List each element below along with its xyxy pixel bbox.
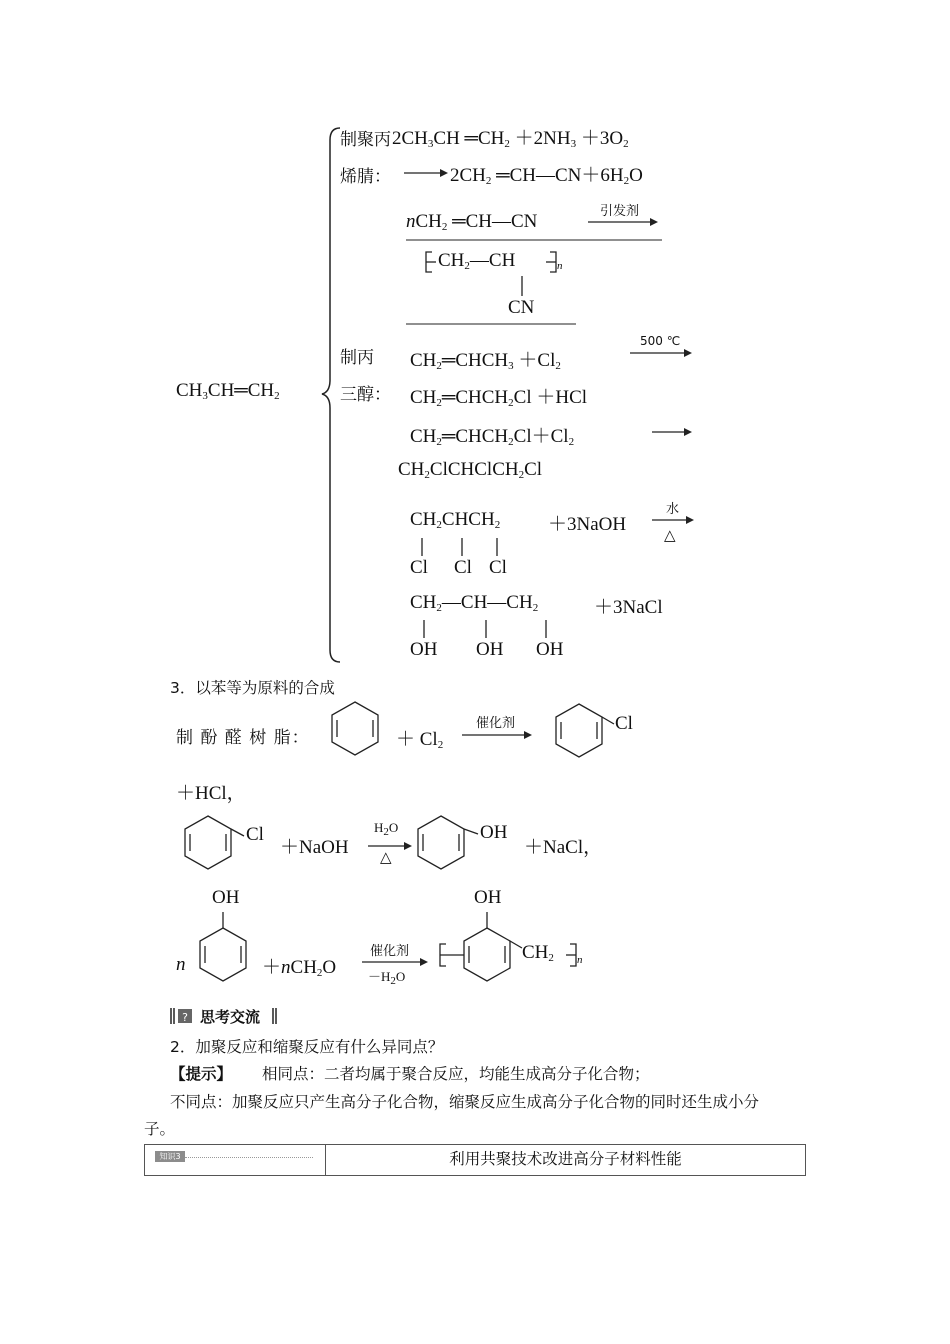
oh-label: OH [212, 887, 240, 908]
catalyst-label: 催化剂 [476, 716, 516, 731]
question-text: 2．加聚反应和缩聚反应有什么异同点？ [170, 1038, 444, 1056]
naoh-reagent: ＋NaOH [280, 837, 349, 858]
diff-text-1: 不同点：加聚反应只产生高分子化合物，缩聚反应生成高分子化合物的同时还生成小分 [170, 1093, 760, 1111]
eq-g4-chain: $CH_2—CH—CH_2$ [410, 592, 539, 614]
initiator-label: 引发剂 [600, 204, 640, 219]
knowledge-title: 利用共聚技术改进高分子材料性能 [449, 1150, 682, 1168]
temp-label: 500 ℃ [640, 334, 681, 348]
eq-g3-reagent: ＋3NaOH [548, 514, 627, 535]
heat-label: △ [380, 848, 392, 866]
tag-dotted-line [185, 1157, 313, 1158]
eq1-line1: $2CH_3CH$ $═CH_2 +2NH_3 +3O_2$ [392, 128, 629, 150]
n-coefficient: n [176, 954, 186, 975]
eq1-line2: $2CH_2$ $═CH—CN+6H_2O$ [450, 165, 643, 187]
hint-text: 相同点：二者均属于聚合反应，均能生成高分子化合物； [262, 1065, 650, 1083]
hint-label: 【提示】 [170, 1065, 233, 1083]
ch2-label: $CH_2$ [522, 942, 554, 964]
svg-text:?: ? [182, 1011, 188, 1024]
section-heading: 3．以苯等为原料的合成 [170, 679, 335, 697]
oh-label: OH [536, 639, 564, 660]
think-title: 思考交流 [200, 1008, 261, 1026]
label-acrylonitrile-1: 制聚丙 [340, 130, 391, 150]
nacl-product: ＋NaCl， [524, 837, 603, 858]
label-glycerol-2: 三醇： [340, 385, 391, 405]
diff-text-2: 子。 [144, 1120, 176, 1138]
oh-label: OH [476, 639, 504, 660]
knowledge-box [144, 1144, 806, 1176]
h2o-label: $H_2O$ [374, 820, 399, 838]
cl-label: Cl [615, 713, 633, 734]
poly-branch-cn: CN [508, 297, 535, 318]
label-glycerol-1: 制丙 [340, 348, 374, 368]
cl-label: Cl [246, 824, 264, 845]
eq-g4-product: ＋3NaCl [594, 597, 663, 618]
cl-label: Cl [410, 557, 428, 578]
label-acrylonitrile-2: 烯腈： [340, 167, 391, 187]
eq-g1-right: $CH_2═CHCH_2Cl +HCl$ [410, 387, 588, 409]
cl-label: Cl [489, 557, 507, 578]
knowledge-tag: 知识3 [155, 1151, 185, 1162]
polymer-sub-n: n [577, 954, 583, 966]
poly-sub-n: n [557, 260, 563, 272]
knowledge-tag-cell [145, 1145, 326, 1175]
hcl-product: ＋HCl， [176, 783, 246, 804]
oh-label: OH [480, 822, 508, 843]
oh-label: OH [474, 887, 502, 908]
phenolic-label: 制 酚 醛 树 脂： [176, 728, 310, 748]
minus-h2o-label: $-H_2O$ [368, 969, 406, 987]
cl-label: Cl [454, 557, 472, 578]
propylene-formula: $CH_3CH═CH_2$ [176, 380, 280, 402]
cl2-reagent: ＋ $Cl_2$ [396, 729, 444, 751]
poly-product: $CH_2—CH$ [438, 250, 516, 272]
eq-g2-right: $CH_2ClCHClCH_2Cl$ [398, 459, 543, 481]
eq-g1-left: $CH_2═CHCH_3 +Cl_2$ [410, 350, 561, 372]
heat-label: △ [664, 526, 676, 544]
eq-g3-left: $CH_2CHCH_2$ [410, 509, 501, 531]
oh-label: OH [410, 639, 438, 660]
poly-left: nCH$_2$ ═CH—CN [406, 211, 538, 233]
hcho-reagent: ＋nCH$_2$O [262, 957, 337, 979]
catalyst-label: 催化剂 [370, 944, 410, 959]
water-label: 水 [666, 502, 680, 517]
eq-g2-left: $CH_2═CHCH_2Cl+Cl_2$ [410, 426, 575, 448]
